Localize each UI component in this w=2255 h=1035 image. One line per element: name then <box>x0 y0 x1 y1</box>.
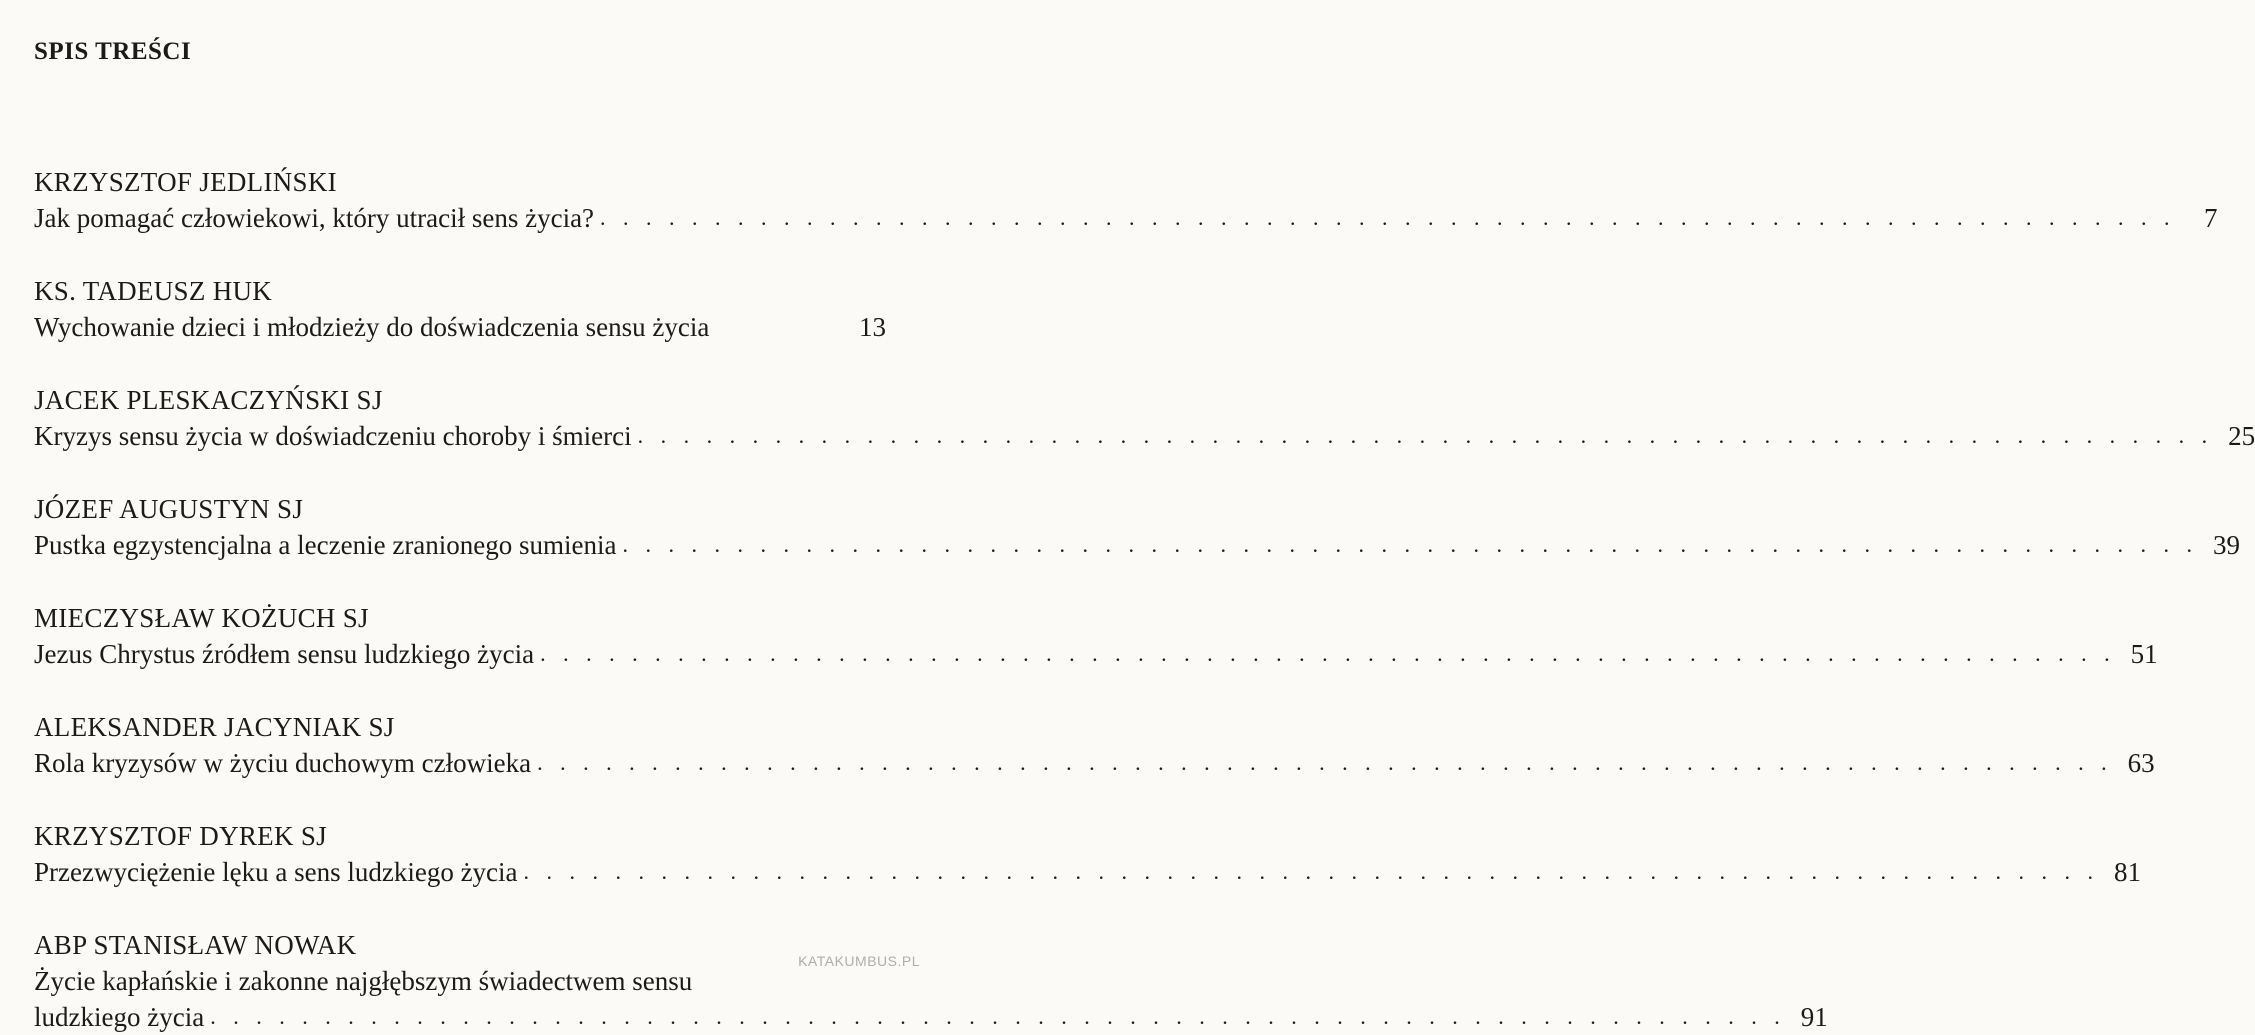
entry-title-continuation: ludzkiego życia <box>34 1002 205 1032</box>
toc-entry <box>34 164 2218 236</box>
entry-page-number: 63 <box>2127 748 2155 778</box>
toc-entry <box>34 709 2155 781</box>
entry-title: Jezus Chrystus źródłem sensu ludzkiego życia <box>34 639 535 669</box>
toc-entry <box>34 273 886 345</box>
entry-title: Wychowanie dzieci i młodzieży do doświadczenia sensu życia <box>34 312 710 342</box>
entry-author: JÓZEF AUGUSTYN SJ <box>34 494 304 524</box>
page-title: SPIS TREŚCI <box>34 38 192 65</box>
entry-title: Pustka egzystencjalna a leczenie zranionego sumienia <box>34 530 617 560</box>
leader-dots: . . . . . . . . . . . . . . . . . . . . . . . . . . . . . . . . . . . . . . . . . . . . . . . . . . . . . . . . . . . . . . . . . . . . . <box>210 1004 1786 1029</box>
entry-page-number: 13 <box>859 312 886 342</box>
entry-author: KRZYSZTOF JEDLIŃSKI <box>34 167 337 197</box>
entry-title: Kryzys sensu życia w doświadczeniu choroby i śmierci <box>34 421 632 451</box>
entry-author: ALEKSANDER JACYNIAK SJ <box>34 712 395 742</box>
entry-page-number: 39 <box>2213 530 2241 560</box>
entry-title-row <box>34 309 886 345</box>
entry-title-row <box>34 745 2155 781</box>
leader-dots: . . . . . . . . . . . . . . . . . . . . . . . . . . . . . . . . . . . . . . . . . . . . . . . . . . . . . . . . . . . . . . . . . . . . . <box>540 641 2116 666</box>
leader-dots: . . . . . . . . . . . . . . . . . . . . . . . . . . . . . . . . . . . . . . . . . . . . . . . . . . . . . . . . . . . . . . . . . . . . . <box>523 859 2100 884</box>
entry-title-row <box>34 999 1828 1035</box>
table-of-contents <box>34 164 2255 1035</box>
leader-dots: . . . . . . . . . . . . . . . . . . . . . . . . . . . . . . . . . . . . . . . . . . . . . . . . . . . . . . . . . . . . . . . . . . . . . <box>622 532 2199 557</box>
entry-author: ABP STANISŁAW NOWAK <box>34 930 357 960</box>
entry-title: Rola kryzysów w życiu duchowym człowieka <box>34 748 532 778</box>
entry-author: MIECZYSŁAW KOŻUCH SJ <box>34 603 369 633</box>
toc-entry <box>34 927 1828 1035</box>
entry-page-number: 91 <box>1800 1002 1828 1032</box>
entry-page-number: 7 <box>2204 203 2218 233</box>
entry-page-number: 51 <box>2130 639 2158 669</box>
entry-title-row <box>34 418 2255 454</box>
entry-title: Przezwyciężenie lęku a sens ludzkiego życia <box>34 857 518 887</box>
entry-title-row <box>34 854 2142 890</box>
leader-dots: . . . . . . . . . . . . . . . . . . . . . . . . . . . . . . . . . . . . . . . . . . . . . . . . . . . . . . . . . . . . . . . . . . . . . <box>637 423 2214 448</box>
entry-title-row <box>34 200 2218 236</box>
entry-title-row <box>34 636 2158 672</box>
leader-dots: . . . . . . . . . . . . . . . . . . . . . . . . . . . . . . . . . . . . . . . . . . . . . . . . . . . . . . . . . . . . . . . . . . . . . <box>537 750 2113 775</box>
entry-title: Jak pomagać człowiekowi, który utracił sens życia? <box>34 203 595 233</box>
entry-author: JACEK PLESKACZYŃSKI SJ <box>34 385 383 415</box>
toc-entry <box>34 600 2158 672</box>
entry-author: KRZYSZTOF DYREK SJ <box>34 821 327 851</box>
entry-page-number: 81 <box>2114 857 2142 887</box>
toc-entry <box>34 491 2241 563</box>
entry-page-number: 25 <box>2228 421 2255 451</box>
watermark: KATAKUMBUS.PL <box>798 953 920 969</box>
toc-entry <box>34 382 2255 454</box>
leader-dots: . . . . . . . . . . . . . . . . . . . . . . . . . . . . . . . . . . . . . . . . . . . . . . . . . . . . . . . . . . . . . . . . . . . . . <box>600 205 2176 230</box>
toc-entry <box>34 818 2142 890</box>
entry-title: Życie kapłańskie i zakonne najgłębszym świadectwem sensu <box>34 966 693 996</box>
entry-author: KS. TADEUSZ HUK <box>34 276 273 306</box>
entry-title-row <box>34 527 2241 563</box>
